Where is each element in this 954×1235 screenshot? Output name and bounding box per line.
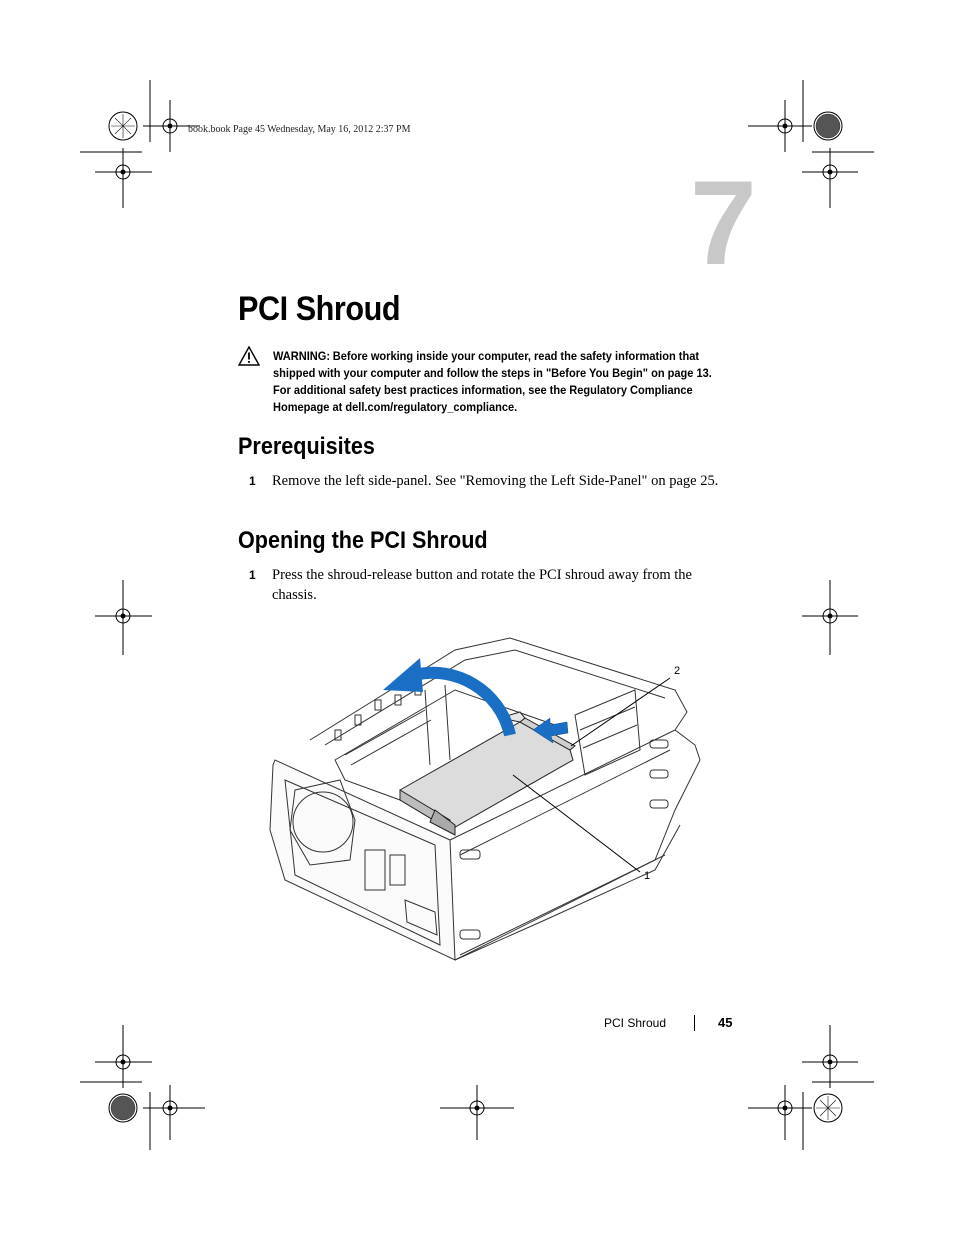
step-text: Remove the left side-panel. See "Removing the Left Side-Panel" on page 25. — [272, 473, 719, 489]
step-number: 1 — [249, 568, 256, 582]
warning-triangle-icon — [238, 346, 260, 366]
chapter-number: 7 — [690, 156, 757, 290]
step-number: 1 — [249, 474, 256, 488]
print-slug: book.book Page 45 Wednesday, May 16, 2012 2:37 PM — [188, 124, 411, 135]
page-number: 45 — [718, 1015, 733, 1030]
section-heading-opening: Opening the PCI Shroud — [238, 527, 488, 554]
warning-label: WARNING: — [273, 349, 331, 363]
warning-body: Before working inside your computer, read the safety information that shipped with your computer and follow the steps in "Before You Begin" on page 13. For additional safety best practices information, see the Regulatory Compliance Homepage at dell.com/regulatory_compliance. — [273, 349, 712, 414]
pci-shroud-illustration — [255, 630, 715, 970]
footer-divider — [694, 1015, 695, 1031]
warning-notice — [273, 348, 715, 416]
callout-2: 2 — [674, 665, 681, 677]
footer-chapter-title: PCI Shroud — [604, 1016, 667, 1030]
page-title: PCI Shroud — [238, 290, 401, 328]
section-heading-prerequisites: Prerequisites — [238, 433, 375, 460]
callout-1: 1 — [644, 870, 651, 882]
step-text: Press the shroud-release button and rotate the PCI shroud away from the chassis. — [272, 567, 692, 603]
